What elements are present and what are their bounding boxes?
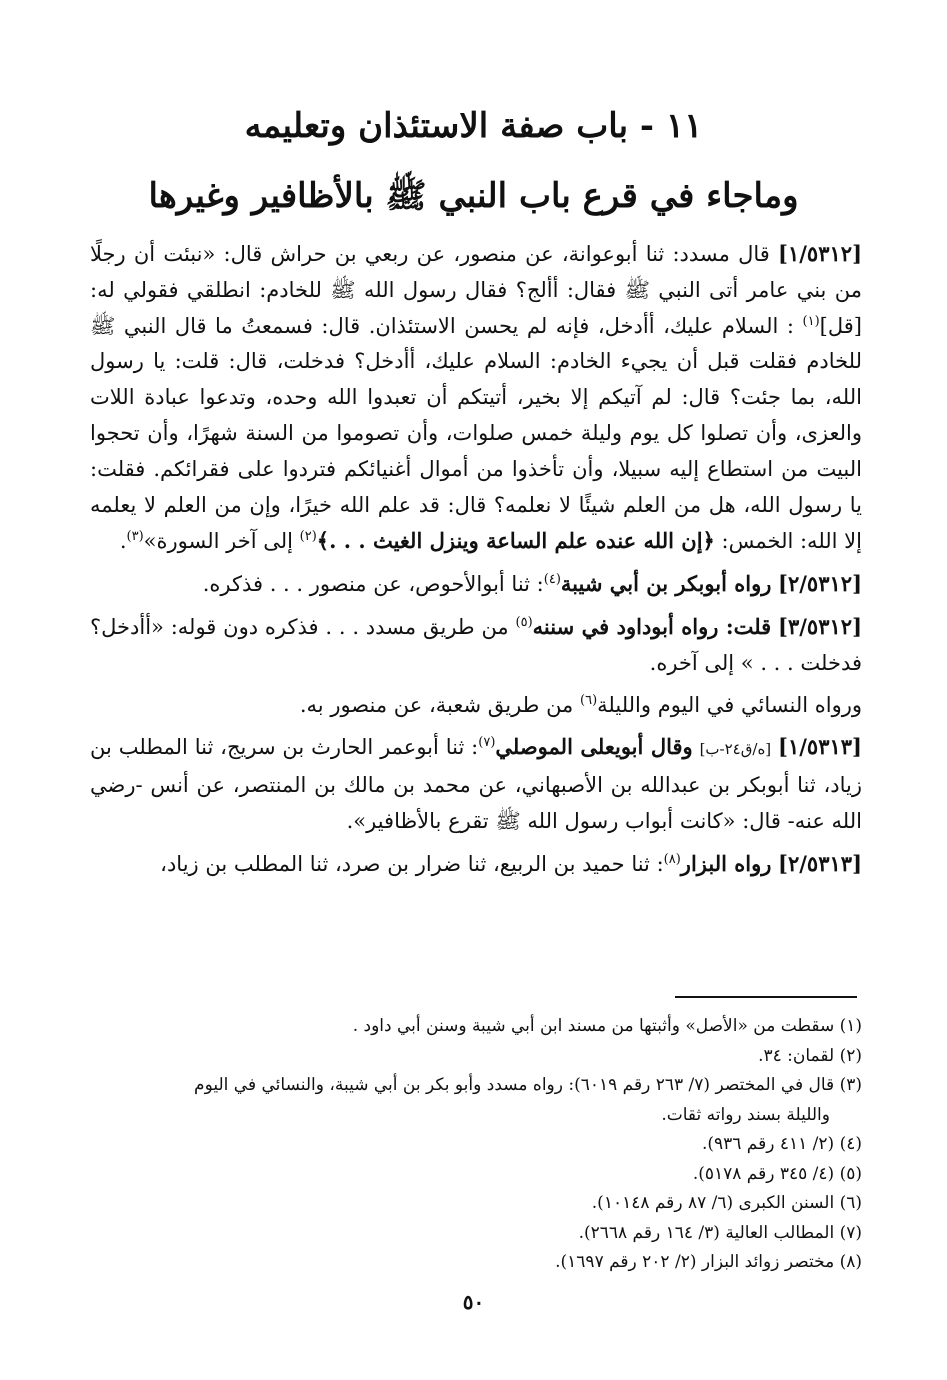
hadith-text: ورواه النسائي في اليوم والليلة: [597, 692, 862, 717]
footnote-marker: (٥): [515, 614, 533, 630]
chapter-title: ١١ - باب صفة الاستئذان وتعليمه: [244, 106, 703, 146]
hadith-text: من طريق شعبة، عن منصور به.: [299, 692, 574, 717]
hadith-text: : ثنا أبوالأحوص، عن منصور . . . فذكره.: [202, 572, 544, 597]
hadith-paragraph-3: [90, 609, 862, 682]
source-name: قلت: رواه أبوداود في سننه: [532, 613, 772, 639]
footnote-3: (٣) قال في المختصر (٧/ ٢٦٣ رقم ٦٠١٩): رواه مسدد وأبو بكر بن أبي شيبة، والنسائي في اليوم: [194, 1075, 862, 1095]
footnote-marker: (٤): [543, 572, 561, 588]
hadith-number: [١/٥٣١٣]: [778, 734, 862, 760]
footnote-3-continuation: والليلة بسند رواته ثقات.: [661, 1104, 830, 1125]
footnote-5: (٥) (٤/ ٣٤٥ رقم ٥١٧٨).: [692, 1163, 862, 1184]
hadith-text: : ثنا أبوعمر الحارث بن سريج، ثنا المطلب بن زياد، ثنا أبوبكر بن عبدالله بن الأصبهاني، عن محمد بن مالك بن المنتصر، عن أنس -رضي الله عنه- قال: «كانت أبواب رسول الله ﷺ تقرع بالأظافير».: [90, 735, 862, 833]
hadith-number: [٢/٥٣١٣]: [778, 850, 862, 876]
quran-verse: ﴿إن الله عنده علم الساعة وينزل الغيث . . .﴾: [316, 528, 715, 554]
source-name: وقال أبويعلى الموصلي: [495, 734, 693, 760]
hadith-paragraph-1: [90, 236, 862, 560]
hadith-text: إلى آخر السورة»: [143, 529, 293, 554]
source-name: رواه أبوبكر بن أبي شيبة: [560, 571, 772, 597]
footnote-8: (٨) مختصر زوائد البزار (٢/ ٢٠٢ رقم ١٦٩٧).: [555, 1252, 862, 1272]
footnote-1: (١) سقطت من «الأصل» وأثبتها من مسند ابن أبي شيبة وسنن أبي داود .: [352, 1016, 862, 1036]
hadith-paragraph-2: [90, 566, 862, 603]
footnote-4: (٤) (٢/ ٤١١ رقم ٩٣٦).: [701, 1134, 862, 1154]
hadith-text-end: .: [119, 529, 127, 554]
footnote-marker: (٣): [126, 529, 144, 545]
hadith-paragraph-5: [90, 729, 862, 839]
hadith-number: [١/٥٣١٢]: [778, 241, 862, 266]
manuscript-marker: [ه/ق٢٤-ب]: [699, 740, 772, 759]
hadith-text: : السلام عليك، أأدخل، فإنه لم يحسن الاستئذان. قال: فسمعتُ ما قال النبي ﷺ للخادم فقلت قبل أن يجيء الخادم: السلام عليك، أأدخل؟ فدخلت، قال: قلت: يا رسول الله، بما جئت؟ قال: لم آتيكم إلا بخير، أتيتكم أن تعبدوا الله وحده، وتدعوا عبادة اللات والعزى، وأن تصلوا كل يوم وليلة خمس صلوات، وأن تصوموا من السنة شهرًا، وأن تحجوا البيت من استطاع إليه سبيلا، وأن تأخذوا من أموال أغنيائكم فتردوا على فقرائكم. فقلت: يا رسول الله، هل من العلم شيئًا لا نعلمه؟ قال: قد علم الله خيرًا، وإن من العلم لا يعلمه إلا الله: الخمس:: [90, 313, 862, 554]
hadith-number: [٣/٥٣١٢]: [778, 613, 862, 639]
footnote-marker: (١): [802, 313, 820, 329]
main-text: [90, 236, 862, 883]
hadith-text: من طريق مسدد . . . فذكره دون قوله: «أأدخل؟ فدخلت . . . » إلى آخره.: [90, 614, 862, 675]
footnote-7: (٧) المطالب العالية (٣/ ١٦٤ رقم ٢٦٦٨).: [578, 1222, 862, 1243]
footnote-2: (٢) لقمان: ٣٤.: [758, 1045, 862, 1066]
hadith-paragraph-6: [90, 846, 862, 883]
chapter-subtitle: وماجاء في قرع باب النبي ﷺ بالأظافير وغيرها: [148, 176, 799, 216]
page-number: ٥٠: [462, 1290, 485, 1314]
footnote-marker: (٦): [580, 692, 598, 708]
hadith-paragraph-4: [90, 688, 862, 724]
footnote-marker: (٨): [663, 851, 681, 867]
footnotes: [90, 1012, 862, 1278]
footnote-marker: (٢): [299, 529, 317, 545]
hadith-number: [٢/٥٣١٢]: [778, 571, 862, 597]
footnote-divider: [675, 996, 857, 998]
source-name: رواه البزار: [680, 850, 772, 876]
hadith-text: قال مسدد: ثنا أبوعوانة، عن منصور، عن ربعي بن حراش قال: «نبئت أن رجلًا من بني عامر أتى النبي ﷺ فقال: أألج؟ فقال رسول الله ﷺ للخادم: انطلقي فقولي له: [قل]: [90, 242, 862, 338]
hadith-text: : ثنا حميد بن الربيع، ثنا ضرار بن صرد، ثنا المطلب بن زياد،: [160, 851, 664, 876]
footnote-6: (٦) السنن الكبرى (٦/ ٨٧ رقم ١٠١٤٨).: [591, 1193, 862, 1213]
footnote-marker: (٧): [478, 735, 496, 751]
